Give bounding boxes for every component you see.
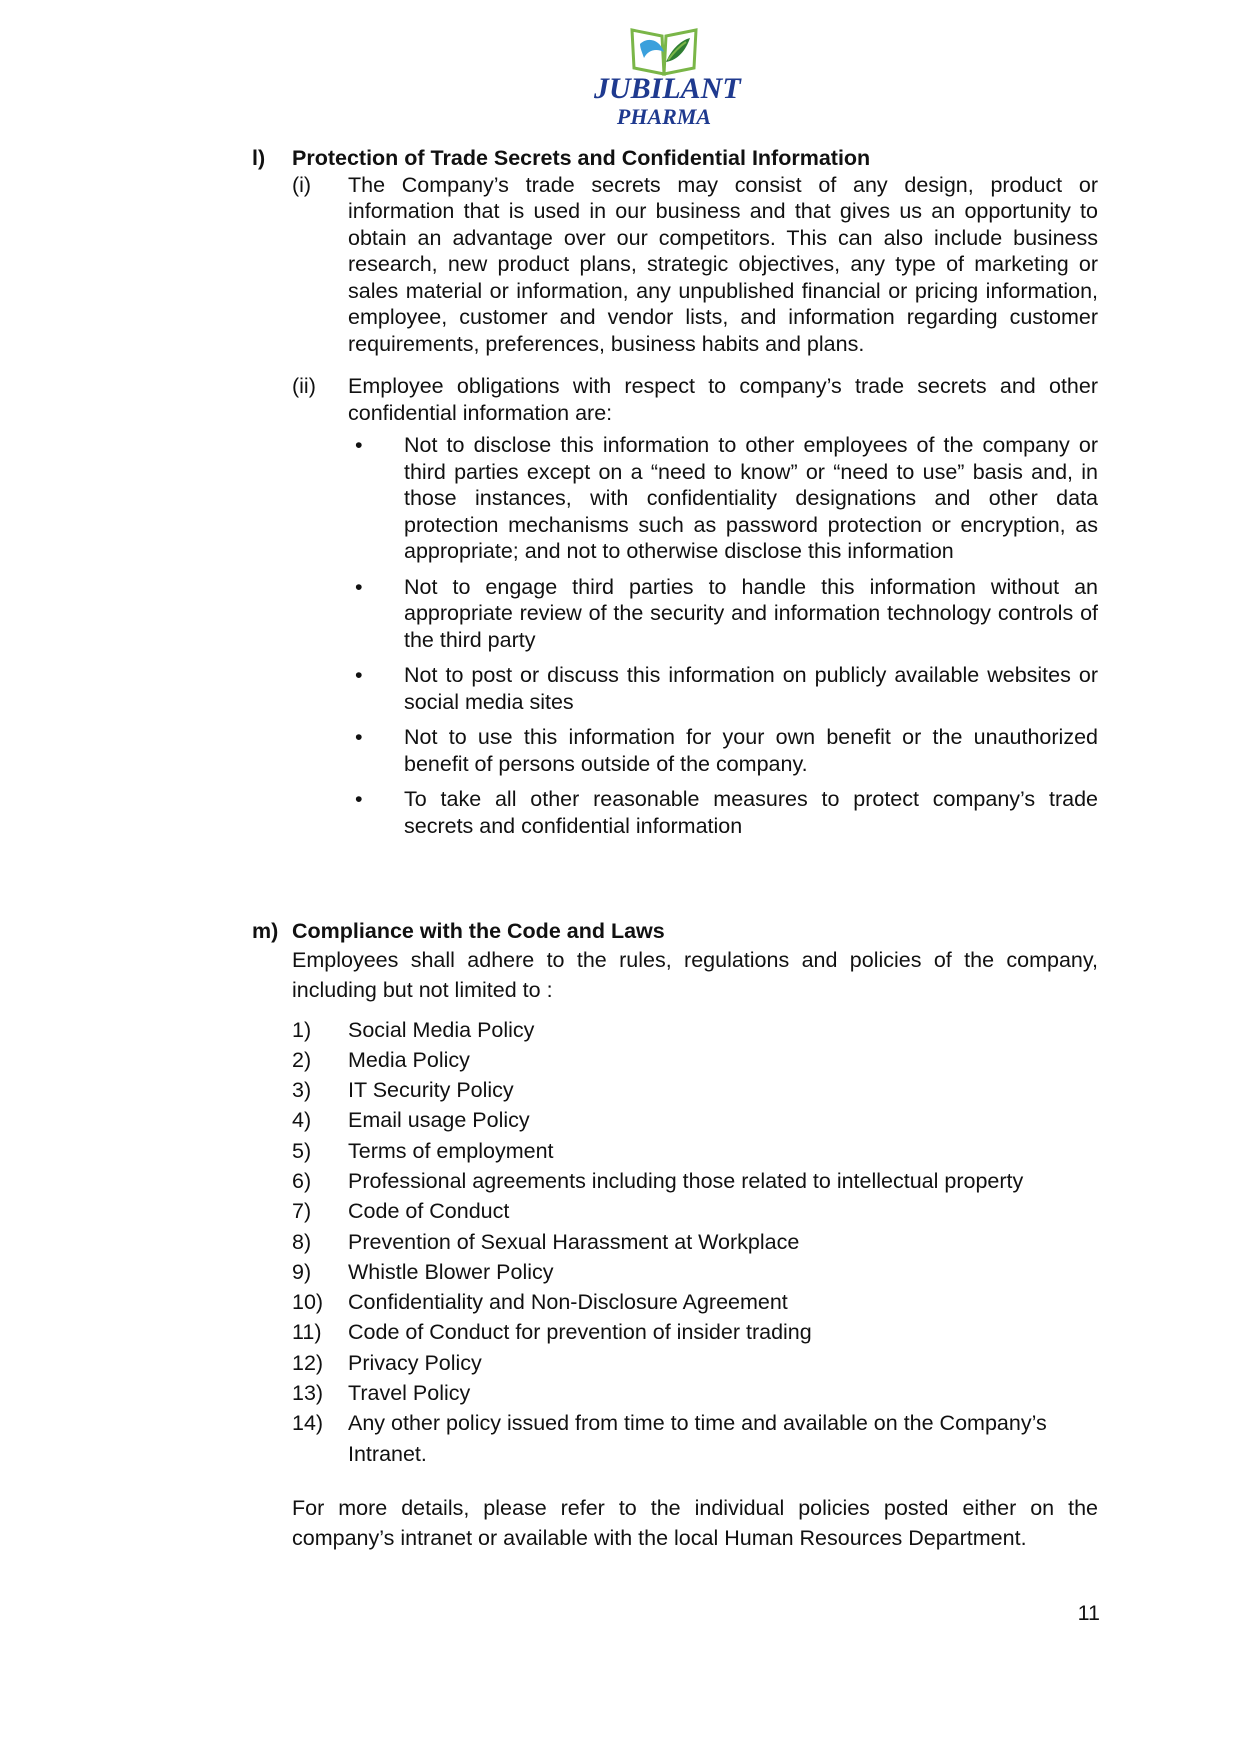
- bullet-icon: •: [355, 663, 363, 687]
- bullet-icon: •: [355, 574, 363, 599]
- subsection-text: The Company’s trade secrets may consist of any design, product or information that is used in our business and that gives us an opportunity to obtain an advantage over our competitors. This can also include business research, new product plans, strategic objectives, any type of marketing or sales material or information, any unpublished financial or pricing information, employee, customer and vendor lists, and information regarding customer requirements, preferences, business habits and plans.: [348, 172, 1098, 356]
- bullet-icon: •: [355, 787, 363, 811]
- logo-line-2: PHARMA: [616, 104, 712, 129]
- section-compliance: [252, 918, 1098, 1553]
- list-item: • Not to use this information for your own benefit or the unauthorized benefit of persons outside of the company.: [355, 725, 1098, 776]
- list-item: 14) Any other policy issued from time to time and available on the Company’s Intranet.: [292, 1411, 1047, 1466]
- bullet-icon: •: [355, 433, 363, 457]
- section-heading: [252, 145, 1098, 172]
- page-number: 11: [1077, 1601, 1100, 1625]
- list-item: 7) Code of Conduct: [292, 1199, 510, 1224]
- list-item: 2) Media Policy: [292, 1047, 470, 1072]
- subsection-marker: (i): [292, 172, 312, 197]
- list-item: 9) Whistle Blower Policy: [292, 1259, 554, 1284]
- compliance-intro: Employees shall adhere to the rules, regulations and policies of the company, including but not limited to :: [292, 947, 1098, 1002]
- list-item: • Not to disclose this information to other employees of the company or third parties except on a “need to know” or “need to use” basis and, in those instances, with confidentiality designations and other data protection mechanisms such as password protection or encryption, as appropriate; and not to otherwise disclose this information: [355, 433, 1098, 563]
- list-item: 13) Travel Policy: [292, 1381, 471, 1406]
- section-letter: m): [252, 919, 279, 943]
- company-logo: [594, 22, 741, 134]
- logo-wordmark: [594, 72, 741, 129]
- list-item: 3) IT Security Policy: [292, 1078, 514, 1103]
- list-item: 1) Social Media Policy: [292, 1017, 535, 1042]
- list-item: • Not to engage third parties to handle this information without an appropriate review of the security and information technology controls of the third party: [355, 574, 1098, 652]
- list-item: 4) Email usage Policy: [292, 1108, 530, 1133]
- policy-list: [292, 1015, 1098, 1469]
- list-item: 10) Confidentiality and Non-Disclosure Agreement: [292, 1290, 788, 1315]
- list-item: 8) Prevention of Sexual Harassment at Workplace: [292, 1229, 800, 1254]
- subsection-marker: (ii): [292, 374, 316, 398]
- section-heading: [252, 918, 1098, 945]
- subsection-i: [292, 172, 1098, 358]
- list-item: • To take all other reasonable measures to protect company’s trade secrets and confidential information: [355, 787, 1098, 838]
- list-item: 12) Privacy Policy: [292, 1350, 482, 1375]
- list-item: 6) Professional agreements including those related to intellectual property: [292, 1168, 1024, 1193]
- section-letter: l): [252, 146, 266, 170]
- list-item: • Not to post or discuss this information on publicly available websites or social media sites: [355, 663, 1098, 714]
- list-item: 11) Code of Conduct for prevention of insider trading: [292, 1320, 812, 1345]
- obligations-list: [348, 432, 1098, 839]
- section-title: Protection of Trade Secrets and Confidential Information: [292, 146, 871, 170]
- logo-line-1: JUBILANT: [594, 72, 741, 105]
- subsection-text: Employee obligations with respect to company’s trade secrets and other confidential information are:: [348, 374, 1098, 425]
- subsection-ii: [292, 373, 1098, 839]
- section-trade-secrets: [252, 145, 1098, 848]
- closing-paragraph: For more details, please refer to the individual policies posted either on the company’s intranet or available with the local Human Resources Department.: [292, 1495, 1098, 1550]
- bullet-icon: •: [355, 725, 363, 749]
- list-item: 5) Terms of employment: [292, 1138, 554, 1163]
- section-title: Compliance with the Code and Laws: [292, 919, 665, 943]
